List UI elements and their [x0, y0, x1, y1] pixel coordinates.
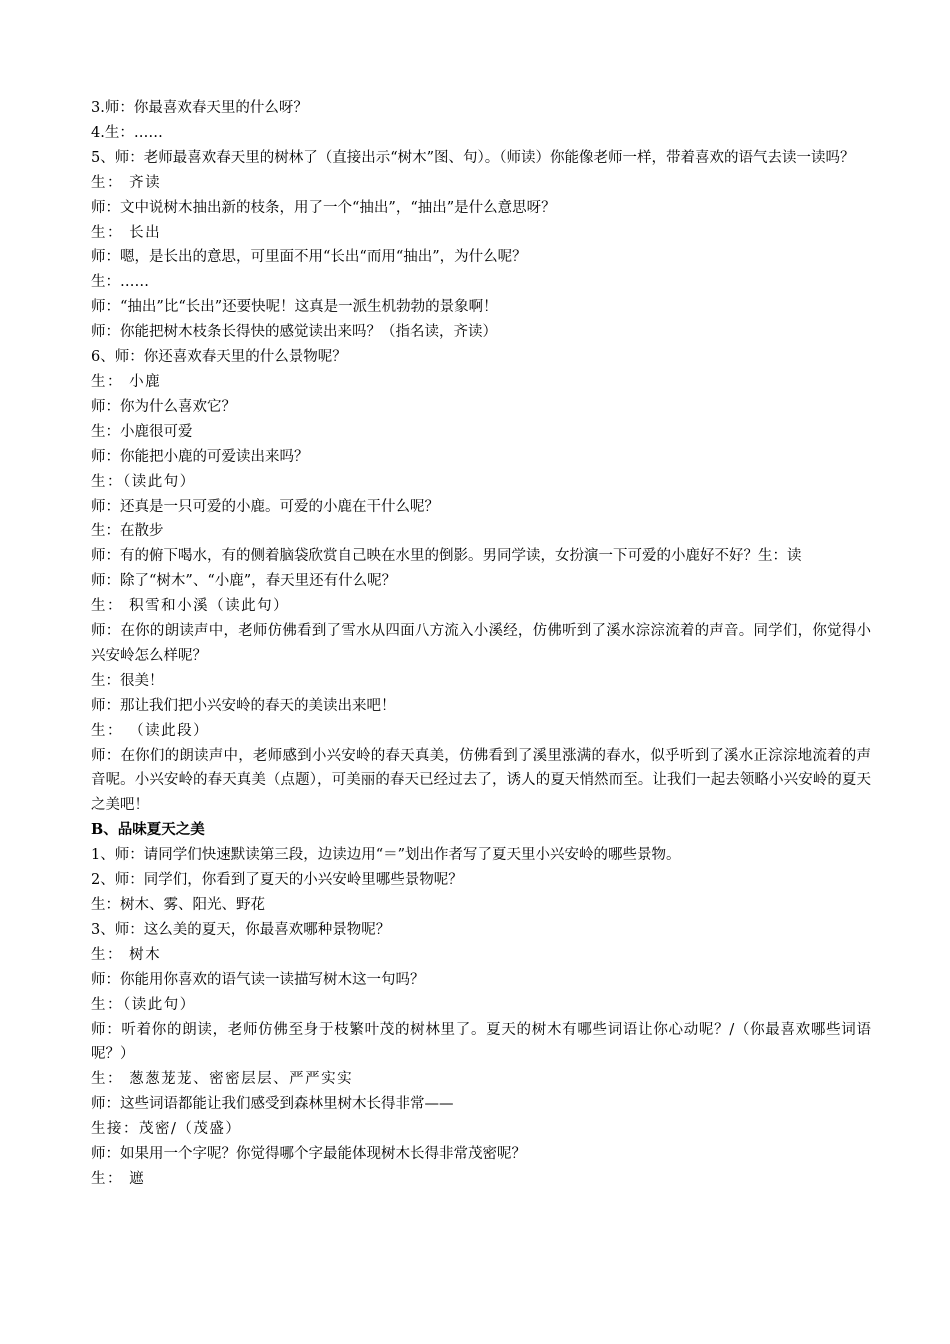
text-line: 师：这些词语都能让我们感受到森林里树木长得非常—— — [91, 1096, 454, 1113]
text-line: 生：在散步 — [91, 523, 164, 540]
text-line: 6、师：你还喜欢春天里的什么景物呢？ — [91, 349, 347, 366]
text-line: 3、师：这么美的夏天，你最喜欢哪种景物呢？ — [91, 921, 391, 938]
text-line: 师：嗯，是长出的意思，可里面不用“长出“而用“抽出”，为什么呢？ — [91, 249, 527, 266]
text-line: 生：…… — [91, 274, 149, 291]
text-line: 师：听着你的朗读，老师仿佛至身于枝繁叶茂的树林里了。夏天的树木有哪些词语让你心动呢？/（你最喜欢哪些词语呢？） — [91, 1021, 871, 1063]
text-line: 生： 树木 — [91, 946, 162, 963]
section-heading: B、品味夏天之美 — [91, 821, 205, 839]
text-line: 5、师：老师最喜欢春天里的树林了（直接出示“树木”图、句）。（师读）你能像老师一样，带着喜欢的语气去读一读吗？ — [91, 149, 855, 166]
text-line: 生：很美！ — [91, 672, 164, 689]
text-line: 生：树木、雾、阳光、野花 — [91, 897, 265, 913]
text-line: 师：如果用一个字呢？你觉得哪个字最能体现树木长得非常茂密呢？ — [91, 1146, 526, 1163]
text-line: 师：你能用你喜欢的语气读一读描写树木这一句吗？ — [91, 971, 425, 988]
text-line: 生接：茂密/（茂盛） — [91, 1121, 242, 1138]
text-line: 2、师：同学们，你看到了夏天的小兴安岭里哪些景物呢？ — [91, 872, 463, 889]
text-line: 生： 葱葱茏茏、密密层层、严严实实 — [91, 1071, 354, 1088]
text-line: 师：在你们的朗读声中，老师感到小兴安岭的春天真美，仿佛看到了溪里涨满的春水，似乎听到了溪水正淙淙地流着的声音呢。小兴安岭的春天真美（点题），可美丽的春天已经过去了，诱人的夏天悄然而至。让我们一起去领略小兴安岭的夏天之美吧！ — [91, 747, 871, 814]
text-line: 师：文中说树木抽出新的枝条，用了一个“抽出”，“抽出”是什么意思呀？ — [91, 199, 556, 216]
text-line: 师：在你的朗读声中，老师仿佛看到了雪水从四面八方流入小溪经，仿佛听到了溪水淙淙流着的声音。同学们，你觉得小兴安岭怎么样呢？ — [91, 623, 871, 664]
text-line: 师：你能把小鹿的可爱读出来吗？ — [91, 448, 309, 465]
text-line: 师：除了“树木”、“小鹿”，春天里还有什么呢？ — [91, 573, 397, 590]
text-line: 师：有的俯下喝水，有的侧着脑袋欣赏自己映在水里的倒影。男同学读，女扮演一下可爱的小鹿好不好？生：读 — [91, 548, 802, 565]
text-line: 生： 齐读 — [91, 174, 162, 191]
text-line: 师：你为什么喜欢它？ — [91, 398, 236, 415]
text-line: 生： 积雪和小溪（读此句） — [91, 598, 290, 615]
text-line: 生：（读此句） — [91, 996, 196, 1013]
text-line: 生： （读此段） — [91, 722, 210, 739]
text-line: 3.师：你最喜欢春天里的什么呀？ — [91, 100, 308, 116]
document-page — [91, 96, 871, 1192]
text-line: 1、师：请同学们快速默读第三段，边读边用“＝”划出作者写了夏天里小兴安岭的哪些景物。 — [91, 847, 681, 864]
text-line: 师：“抽出”比“长出”还要快呢！这真是一派生机勃勃的景象啊！ — [91, 299, 498, 316]
text-line: 生：（读此句） — [91, 473, 196, 490]
text-line: 生： 小鹿 — [91, 373, 162, 390]
text-line: 生：小鹿很可爱 — [91, 423, 193, 440]
text-line: 师：你能把树木枝条长得快的感觉读出来吗？（指名读，齐读） — [91, 324, 497, 341]
text-line: 生： 遮 — [91, 1170, 146, 1187]
text-line: 4.生：…… — [91, 124, 163, 141]
text-line: 生： 长出 — [91, 224, 162, 241]
text-line: 师：那让我们把小兴安岭的春天的美读出来吧！ — [91, 697, 396, 714]
text-line: 师：还真是一只可爱的小鹿。可爱的小鹿在干什么呢？ — [91, 498, 439, 515]
